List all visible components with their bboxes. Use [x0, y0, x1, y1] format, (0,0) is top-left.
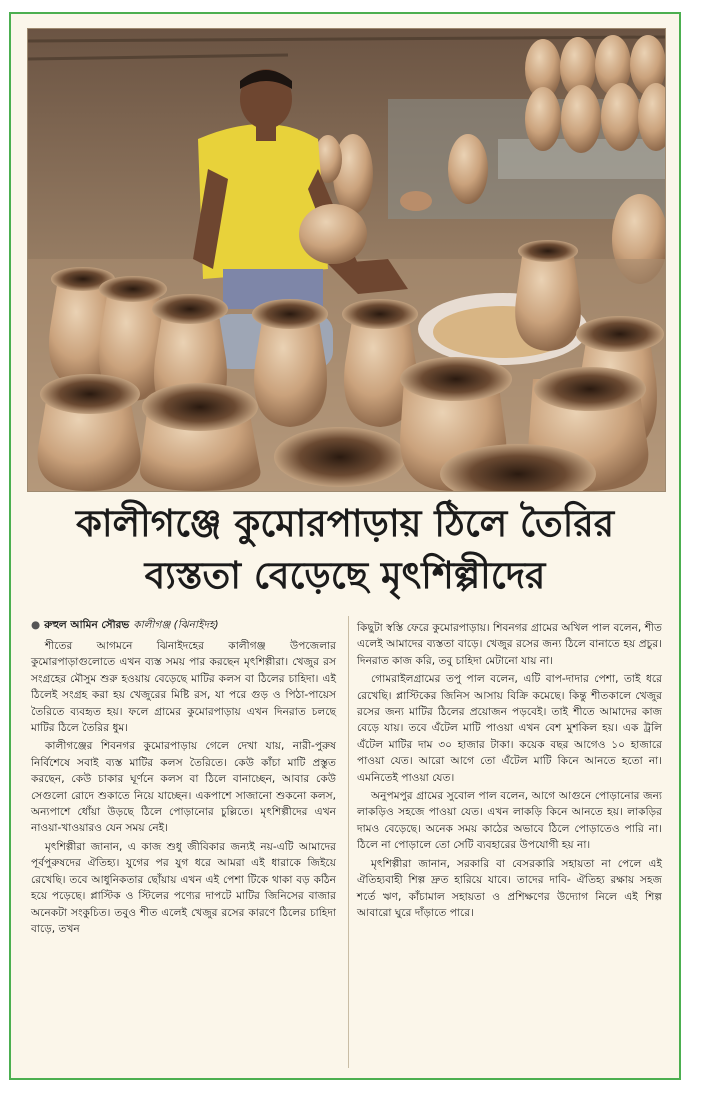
headline-line-2: ব্যস্ততা বেড়েছে মৃৎশিল্পীদের [144, 554, 546, 597]
byline [31, 618, 351, 632]
paragraph: কালীগঞ্জের শিবনগর কুমোরপাড়ায় গেলে দেখা যায়, নারী-পুরুষ নির্বিশেষে সবাই ব্যস্ত মাটির কলস তৈরিতে। কেউ কাঁচা মাটি প্রস্তুত করছেন, কেউ চাকার ঘূর্ণনে কলস বা ঠিলে বানাচ্ছেন, আবার কেউ সেগুলো রোদে শুকাতে নিয়ে যাচ্ছেন। একপাশে সাজানো শুকনো কলস, অন্যপাশে ধোঁয়া উড়ছে ঠিলে পোড়ানোর চুল্লিতে। মৃৎশিল্পীদের এখন নাওয়া-খাওয়ারও যেন সময় নেই। [31, 740, 336, 835]
article-column-left [31, 638, 336, 939]
article-column-right [357, 620, 662, 923]
headline [11, 498, 679, 602]
bullet-dot-icon: ● [31, 619, 41, 631]
author-name: রুহুল আমিন সৌরভ [44, 619, 130, 631]
column-divider [348, 616, 349, 1068]
paragraph: কিছুটা স্বস্তি ফেরে কুমোরপাড়ায়। শিবনগর গ্রামের অখিল পাল বলেন, শীত এলেই আমাদের ব্যস্ততা বাড়ে। খেজুর রসের জন্য ঠিলে বানাতে হয় প্রচুর। দিনরাত কাজ করি, তবু চাহিদা মেটানো যায় না। [357, 622, 662, 667]
article-frame [9, 12, 681, 1080]
paragraph: মৃৎশিল্পীরা জানান, সরকারি বা বেসরকারি সহায়তা না পেলে এই ঐতিহ্যবাহী শিল্প দ্রুত হারিয়ে যাবে। তাদের দাবি- ঐতিহ্য রক্ষায় সহজ শর্তে ঋণ, কাঁচামাল সহায়তা ও প্রশিক্ষণের উদ্যোগ নিলে এই শিল্প আবারো ঘুরে দাঁড়াতে পারে। [357, 857, 662, 919]
paragraph: মৃৎশিল্পীরা জানান, এ কাজ শুধু জীবিকার জন্যই নয়-এটি আমাদের পূর্বপুরুষদের ঐতিহ্য। যুগের পর যুগ ধরে আমরা এই ধারাকে জিইয়ে রেখেছি। তবে আধুনিকতার ছোঁয়ায় এখন এই পেশা টিকে থাকা বড় কঠিন হয়ে পড়েছে। প্লাস্টিক ও স্টিলের পণ্যের দাপটে মাটির জিনিসের বাজার অনেকটা সংকুচিত। তবুও শীত এলেই খেজুর রসের কারণে ঠিলের চাহিদা বাড়ে, তখন [31, 840, 336, 935]
dateline-location: কালীগঞ্জ (ঝিনাইদহ) [133, 619, 219, 631]
potter-photo [27, 28, 666, 492]
headline-line-1: কালীগঞ্জে কুমোরপাড়ায় ঠিলে তৈরির [75, 502, 615, 545]
paragraph: গোমরাইলগ্রামের তপু পাল বলেন, এটি বাপ-দাদার পেশা, তাই ধরে রেখেছি। প্লাস্টিকের জিনিস আসায় বিক্রি কমেছে। কিন্তু শীতকালে খেজুর রসের জন্য মাটির ঠিলের প্রয়োজন পড়বেই। তাই শীতে আমাদের কাজ বেড়ে যায়। তবে এঁটেল মাটি পাওয়া এখন বেশ মুশকিল হয়। এক ট্রলি এঁটেল মাটির দাম ৩০ হাজার টাকা। কয়েক বছর আগেও ১০ হাজারে পাওয়া যেত। আরো আগে তো এঁটেল মাটি কিনে আনতে হতো না। এমনিতেই পাওয়া যেত। [357, 673, 662, 784]
paragraph: অনুপমপুর গ্রামের সুবোল পাল বলেন, আগে আগুনে পোড়ানোর জন্য লাকড়িও সহজে পাওয়া যেত। এখন লাকড়ি কিনে আনতে হয়। লাকড়ির দামও বেড়েছে। অনেক সময় কাঠের অভাবে ঠিলে পোড়াতেও পারি না। ঠিলে না পোড়ালে তো সেটি ব্যবহারের উপযোগী হয় না। [357, 790, 662, 852]
paragraph: শীতের আগমনে ঝিনাইদহের কালীগঞ্জ উপজেলার কুমোরপাড়াগুলোতে এখন ব্যস্ত সময় পার করছেন মৃৎশিল্পীরা। খেজুর রস সংগ্রহের মৌসুম শুরু হওয়ায় বেড়েছে মাটির কলস বা ঠিলের চাহিদা। এই ঠিলেই সংগ্রহ করা হয় খেজুরের মিষ্টি রস, যা পরে গুড় ও পিঠা-পায়েস তৈরিতে ব্যবহৃত হয়। ফলে গ্রামের কুমোরপাড়ায় এখন দিনরাত চলছে মাটির ঠিলে তৈরির ধুম। [31, 640, 336, 735]
